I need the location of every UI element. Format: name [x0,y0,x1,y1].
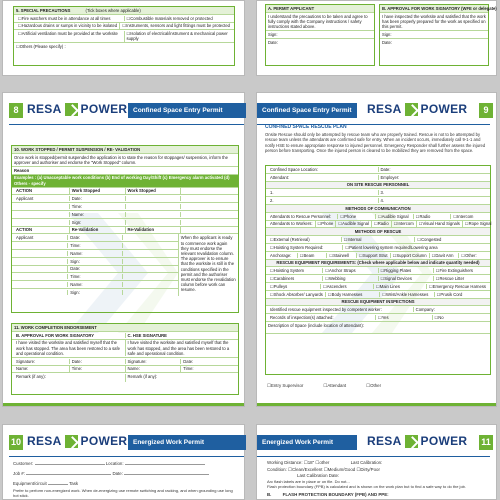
attendant-field[interactable]: Attendant: [268,175,379,180]
date-field[interactable]: Date: [70,359,126,364]
rescue-option[interactable]: ☐ External (Retrieval) [268,237,342,242]
footer-bar [3,403,244,406]
precaution-item[interactable]: ☐ Hazardous drains or sumps in vicinity to be isolated [16,23,120,28]
work-stopped-table [11,145,239,313]
equipment-option[interactable]: ☐ Webbing [323,276,378,281]
page-special-precautions [2,0,245,76]
circuit-input[interactable] [48,484,68,485]
company-field[interactable]: Company: [415,307,435,313]
blank-cell[interactable] [123,235,176,240]
onsite-personnel-header: ON SITE RESCUE PERSONNEL [266,182,490,190]
date-field[interactable]: Date: [68,235,122,240]
equipment-option[interactable]: ☐ Ascenders [321,284,374,289]
equipment-option[interactable]: ☐ Carabiners [268,276,323,281]
comm-row [266,213,490,221]
hse-col: C. HSE SIGNATURE [127,332,167,338]
resa-power-logo [27,102,127,116]
precaution-item[interactable]: ☐ Fire watchers must be in attendance at all times [16,16,125,21]
remark-row [12,373,238,382]
special-precautions-table [13,6,235,66]
section-b [267,492,492,498]
condition-option[interactable]: ☐ Medium/Good [324,467,356,472]
header-rule [9,456,244,457]
blank-cell[interactable] [126,204,182,209]
comm-row [266,221,490,229]
blank-cell[interactable] [126,196,182,201]
rescue-plan-paragraph: Onsite Rescue should only be attempted by rescue team who are properly trained. Rescue is not to be attempted by rescue team unless the attendants are confirmed safe for entry. When an incident occurs, immediately call 9-1-1 and notify HSE to ensure appropriate response to injured personnel. Emergency Responder shall further assess the injured person before transporting. Once the injured person is cleared to be mobilized they are removed from the space. [265,132,486,154]
name-field[interactable]: Name: [126,366,182,371]
job-input[interactable] [26,474,111,475]
logo-power-text: POWER [80,102,128,116]
name-field[interactable]: Name: [70,212,126,217]
comm-option[interactable]: ☐ Visual Hand Signals [417,221,463,226]
applicant-label: Applicant [14,196,70,201]
comm-option[interactable]: ☐ Audible Signal [376,214,414,219]
comm-option[interactable]: ☐ Radio [414,214,452,219]
precaution-row [14,30,234,43]
logo-power-text: POWER [420,434,468,448]
reason-examples: Examples : (a) Unacceptable work conditions (b) End of working Day/Shift (c) Emergency alarm activated (d) Others - specify [12,175,238,188]
job-line [13,471,238,477]
precaution-row [14,23,234,31]
applicant-row [12,195,238,203]
logo-resa-text: RESA [367,102,402,116]
page-number: 11 [479,435,493,450]
logo-mark-icon [65,435,78,448]
sign-field[interactable]: Sign: [266,31,374,39]
personnel-3[interactable]: 3. [380,190,384,196]
sign-field[interactable]: Sign: [380,31,488,39]
rescue-row [266,236,490,244]
approval-title: B. APPROVAL FOR WORK SIGNATORY (WFE or delegate) [382,5,497,11]
equipment-header: RESCUE EQUIPMENT REQUIREMENTS: (Check where applicable below and indicate quantity needed) [266,260,490,268]
blank-cell[interactable] [126,220,182,225]
circuit-label: Equipment/circuit [13,481,47,486]
page-10 [2,424,245,500]
note-1: Arc flash labels are in place or on file. Do not... [267,479,350,484]
anchorage-option[interactable]: ☐ Beam [298,253,328,258]
date-input[interactable] [124,474,209,475]
last-calibration-label: Last Calibration: [350,460,383,465]
page-permit-signatures [256,0,497,76]
last-calibration-date[interactable]: Last Calibration Date: [297,473,340,478]
equipment-option[interactable]: ☐ Pulleys [268,284,321,289]
rescue-option[interactable]: ☐ Hoisting System Required: [268,245,343,250]
section-title: 11. WORK COMPLETION ENDORSEMENT [12,324,238,332]
date-field[interactable]: Date: [382,39,393,45]
inspection-header: RESCUE EQUIPMENT INSPECTIONS [266,299,490,307]
revalidation-col: Re-Validation [126,227,182,232]
completion-headers [12,332,238,340]
sign-field[interactable]: Sign: [68,290,122,295]
approval-text: I have visited the worksite and satisfied myself that the work has stopped. The area has been restored to a safe and operational condition. [14,340,126,356]
work-note: Prefer to perform non-energized work. When de-energizing use remote switching and racking, and when grounding use long hot stick. [13,488,233,498]
others-field[interactable]: ☐ Others (Please specify) : [14,43,234,50]
time-field[interactable]: Time: [68,243,122,248]
logo-resa-text: RESA [367,434,402,448]
sign-field[interactable]: Sign: [70,220,126,225]
page-header [3,100,244,122]
legend-row [267,383,381,389]
equipment-option[interactable]: ☐ Signal Devices [379,276,434,281]
blank-cell[interactable] [123,282,176,287]
location-label: Location: [105,461,124,466]
personnel-4[interactable]: 4. [380,197,384,203]
permit-applicant-box [265,4,375,66]
location-field[interactable]: Confined Space Location: [268,167,379,172]
logo-power-text: POWER [80,434,128,448]
revalidation-col: Re-Validation [70,227,126,232]
blank-cell[interactable] [181,204,236,209]
rescue-methods-header: METHODS OF RESCUE [266,228,490,236]
section-b-letter: B. [267,492,272,497]
name-field[interactable]: Name: [14,366,70,371]
sign-field[interactable]: Sign: [68,259,122,264]
logo-mark-icon [65,103,78,116]
section-title: 10. WORK STOPPED / PERMIT SUSPENSION / RE- VALIDATION [12,146,238,154]
applicant-label: Applicant [14,235,68,240]
page-title: Energized Work Permit [128,435,246,450]
rescue-row [266,244,490,252]
condition-label: Condition: [267,467,287,472]
other-option[interactable]: ☐ Other [366,383,381,389]
work-stopped-col: Work Stopped [126,188,182,193]
page-11 [256,424,497,500]
comm-label: Attendants to Workers: [268,221,316,226]
revalidation-block [12,234,238,295]
remark-field[interactable]: Remark (if any): [127,374,158,380]
distance-option[interactable]: ☐ 18" [304,460,314,465]
distance-option[interactable]: ☐ other [315,460,329,465]
action-label: ACTION [14,188,70,193]
communication-header: METHODS OF COMMUNICATION [266,205,490,213]
comm-option[interactable]: ☐ Intercom [451,214,488,219]
applicant-row [12,219,238,227]
rescue-option[interactable]: ☐ Patient lowering system required/Lowering area [343,245,488,250]
task-label: Task [69,481,79,486]
applicant-text: I understand the precautions to be taken and agree to fully comply with the Company instructions / safety instructions stated above. [266,13,374,31]
description-area[interactable] [266,334,490,372]
work-stopped-col: Work Stopped [70,188,126,193]
anchorage-option[interactable]: ☐ Davit Arm [430,253,460,258]
logo-resa-text: RESA [27,102,62,116]
footer-bar [257,403,496,406]
rescue-plan-title: CONFINED SPACE RESCUE PLAN [265,124,347,130]
task-line [13,481,238,487]
equipment-option[interactable]: ☐ Shock Absorber/ Lanyards [268,292,326,297]
time-field[interactable]: Time: [183,366,194,372]
anchorage-row [266,252,490,260]
no-checkbox[interactable]: ☐ No [433,315,489,320]
blank-cell[interactable] [123,290,176,295]
applicant-title: A. PERMIT APPLICANT [266,5,374,13]
applicant-row [12,203,238,211]
attendant-option[interactable]: ☐ Attendant [323,383,346,389]
signature-field[interactable]: Signature: [126,359,182,364]
resa-power-logo [367,434,467,448]
rescue-plan-text [265,132,491,154]
comm-option[interactable]: ☐ Phone [338,214,376,219]
approval-text: I have inspected the worksite and satisfied that the work has been properly prepared for the work as specified on this permit. [380,13,488,31]
yes-checkbox[interactable]: ☐ Yes [376,315,433,320]
date-field[interactable]: Date: [183,358,194,364]
space-description-field[interactable]: Description of Space (include location of attendant): [266,322,490,334]
entry-supervisor-option[interactable]: ☐ Entry Supervisor [267,383,303,389]
blank-cell[interactable] [123,266,176,271]
equipment-option[interactable]: ☐ Anchor Straps [323,268,378,273]
page-title: Confined Space Entry Permit [257,103,357,118]
attendant-row [266,174,490,182]
page-number: 8 [9,103,23,118]
precaution-item[interactable]: ☐ Combustible materials removed or protected [125,16,233,21]
date-field[interactable]: Date: [380,166,391,172]
anchorage-option[interactable]: ☐ Other: [459,253,488,258]
personnel-1[interactable]: 1. [268,190,379,195]
approval-signatory-box [379,4,497,66]
customer-label: Customer: [13,461,34,466]
name-row [12,366,238,374]
records-label: Records of inspection(s) attached: [268,315,376,320]
equipment-row [266,283,490,291]
comm-option[interactable]: ☐ Rope Signal [463,221,494,226]
precaution-item[interactable]: ☐ Instruments, sensors and light fittings must be protected [120,23,232,28]
blank-cell[interactable] [181,220,236,225]
page-header [257,432,496,454]
blank-col [181,188,236,193]
rescue-option[interactable]: ☐ Congested [415,237,488,242]
working-distance-label: Working Distance: [267,460,303,465]
resa-power-logo [27,434,127,448]
date-label: Date: [112,471,123,476]
applicant-row [12,211,238,219]
revalidation-header [12,227,238,235]
notes [267,479,492,489]
equipment-option[interactable]: ☐ Wrist/Ankle Harnesses [380,292,434,297]
section-title: 5. SPECIAL PRECAUTIONS [16,7,71,13]
completion-text [12,340,238,358]
action-header [12,188,238,196]
equipment-option[interactable]: ☐ Fire Extinguishers [434,268,488,273]
equipment-row [266,291,490,299]
page-number: 9 [479,103,493,118]
tick-note: (Tick boxes where applicable) [85,7,141,13]
rescue-plan-table [265,165,491,375]
comm-label: Attendants to Rescue Personnel: [268,214,338,219]
personnel-2[interactable]: 2. [268,198,379,203]
records-row [266,314,490,322]
blank-cell[interactable] [181,212,236,217]
name-field[interactable]: Name: [68,282,122,287]
comm-option[interactable]: ☐ Intercom [392,221,417,226]
comm-option[interactable]: ☐ Radio [372,221,392,226]
blank-cell[interactable] [181,196,236,201]
customer-line [13,461,238,467]
comm-option[interactable]: ☐ Phone [316,221,337,226]
page-number: 10 [9,435,23,450]
anchorage-label: Anchorage: [268,253,298,258]
equipment-option[interactable]: ☐ Rigging Plates [379,268,434,273]
page-title: Confined Space Entry Permit [128,103,246,118]
blank-cell[interactable] [126,212,182,217]
equipment-option[interactable]: ☐ Emergency Rescue Harness [427,284,488,289]
blank-cell[interactable] [123,274,176,279]
equipment-row [266,275,490,283]
date-field[interactable]: Date: [268,39,279,45]
page-9 [256,92,497,407]
page-8 [2,92,245,407]
anchorage-option[interactable]: ☐ Stairwell [327,253,357,258]
revalidation-fields [12,234,178,295]
signature-row [12,358,238,366]
comm-option[interactable]: ☐ Audible Signal [336,221,372,226]
anchorage-option[interactable]: ☐ Support Column [391,253,430,258]
page-header [3,432,244,454]
section-b-title: FLASH PROTECTION BOUNDARY (FPB) AND PPE: [282,492,389,497]
rescue-option[interactable]: ☐ Internal [342,237,416,242]
date-field[interactable]: Date: [70,196,126,201]
condition-option[interactable]: ☐ Clean/Excellent [288,467,322,472]
blank-cell[interactable] [123,259,176,264]
anchorage-option[interactable]: ☐ Support Strut [357,253,390,258]
logo-mark-icon [405,103,418,116]
name-field[interactable]: Name: [68,251,122,256]
page-header [257,100,496,122]
working-distance-line [267,460,492,466]
location-row [266,166,490,174]
equipment-option[interactable]: ☐ Rescue Litter [434,276,488,281]
blank-cell[interactable] [123,243,176,248]
customer-input[interactable] [35,464,105,465]
revalidation-note: When the applicant is ready to commence work again they must endorse the relevant revalidation column. The approver is to ensure that the worksite is still in the conditions specified in the permit and the authoriser must endorse the revalidation column before work can resume. [178,234,238,295]
employer-field[interactable]: Employer: [380,174,400,180]
reason-label: Reason [12,167,238,175]
equipment-option[interactable]: ☐ Main Lines [374,284,427,289]
location-input[interactable] [125,464,205,465]
condition-line [267,467,492,473]
blank-cell[interactable] [123,251,176,256]
equipment-option[interactable]: ☐ Body Harnesses [326,292,380,297]
equipment-row [266,267,490,275]
identified-field[interactable]: Identified rescue equipment inspected by competent worker: [268,307,414,312]
hse-text: I have visited the worksite and satisfied myself that the work has stopped, and the area has been restored to a safe and operational condition. [127,340,230,356]
note-2: Flash protection boundary (FPB) is calculated and is shown on the work plan but to find a safe way to do the job. [267,484,467,489]
time-field[interactable]: Time: [68,274,122,279]
precaution-item[interactable]: ☐ Isolation of electrical/instrument & mechanical power supply [125,31,233,41]
approval-col: B. APPROVAL FOR WORK SIGNATORY [14,333,126,338]
date-field[interactable]: Date: [68,266,122,271]
header-rule [9,124,244,125]
precaution-item[interactable]: ☐ Artificial ventilation must be provided at the worksite [16,31,125,41]
remark-field[interactable]: Remark (if any): [14,374,126,381]
logo-power-text: POWER [420,102,468,116]
logo-mark-icon [405,435,418,448]
time-field[interactable]: Time: [70,204,126,209]
job-label: Job #: [13,471,25,476]
inspection-row [266,306,490,314]
page-title: Energized Work Permit [257,435,357,450]
precaution-row [14,15,234,23]
equipment-option[interactable]: ☐ Prusik Cord [435,292,488,297]
action-label: ACTION [14,227,70,232]
signature-field[interactable]: Signature: [14,359,70,364]
logo-resa-text: RESA [27,434,62,448]
section-header [14,7,234,15]
equipment-option[interactable]: ☐ Hoisting System [268,268,323,273]
condition-option[interactable]: ☐ Dirty/Poor [356,467,379,472]
blank-col [181,227,236,232]
header-rule [257,456,490,457]
resa-power-logo [367,102,467,116]
time-field[interactable]: Time: [70,366,126,371]
section-text: Once work is stopped/permit suspended the application is to state the reason for stoppages/ suspension, inform the approver and authoriser and endorse the "Work Stopped" column. [12,154,238,167]
work-completion-table [11,323,239,395]
